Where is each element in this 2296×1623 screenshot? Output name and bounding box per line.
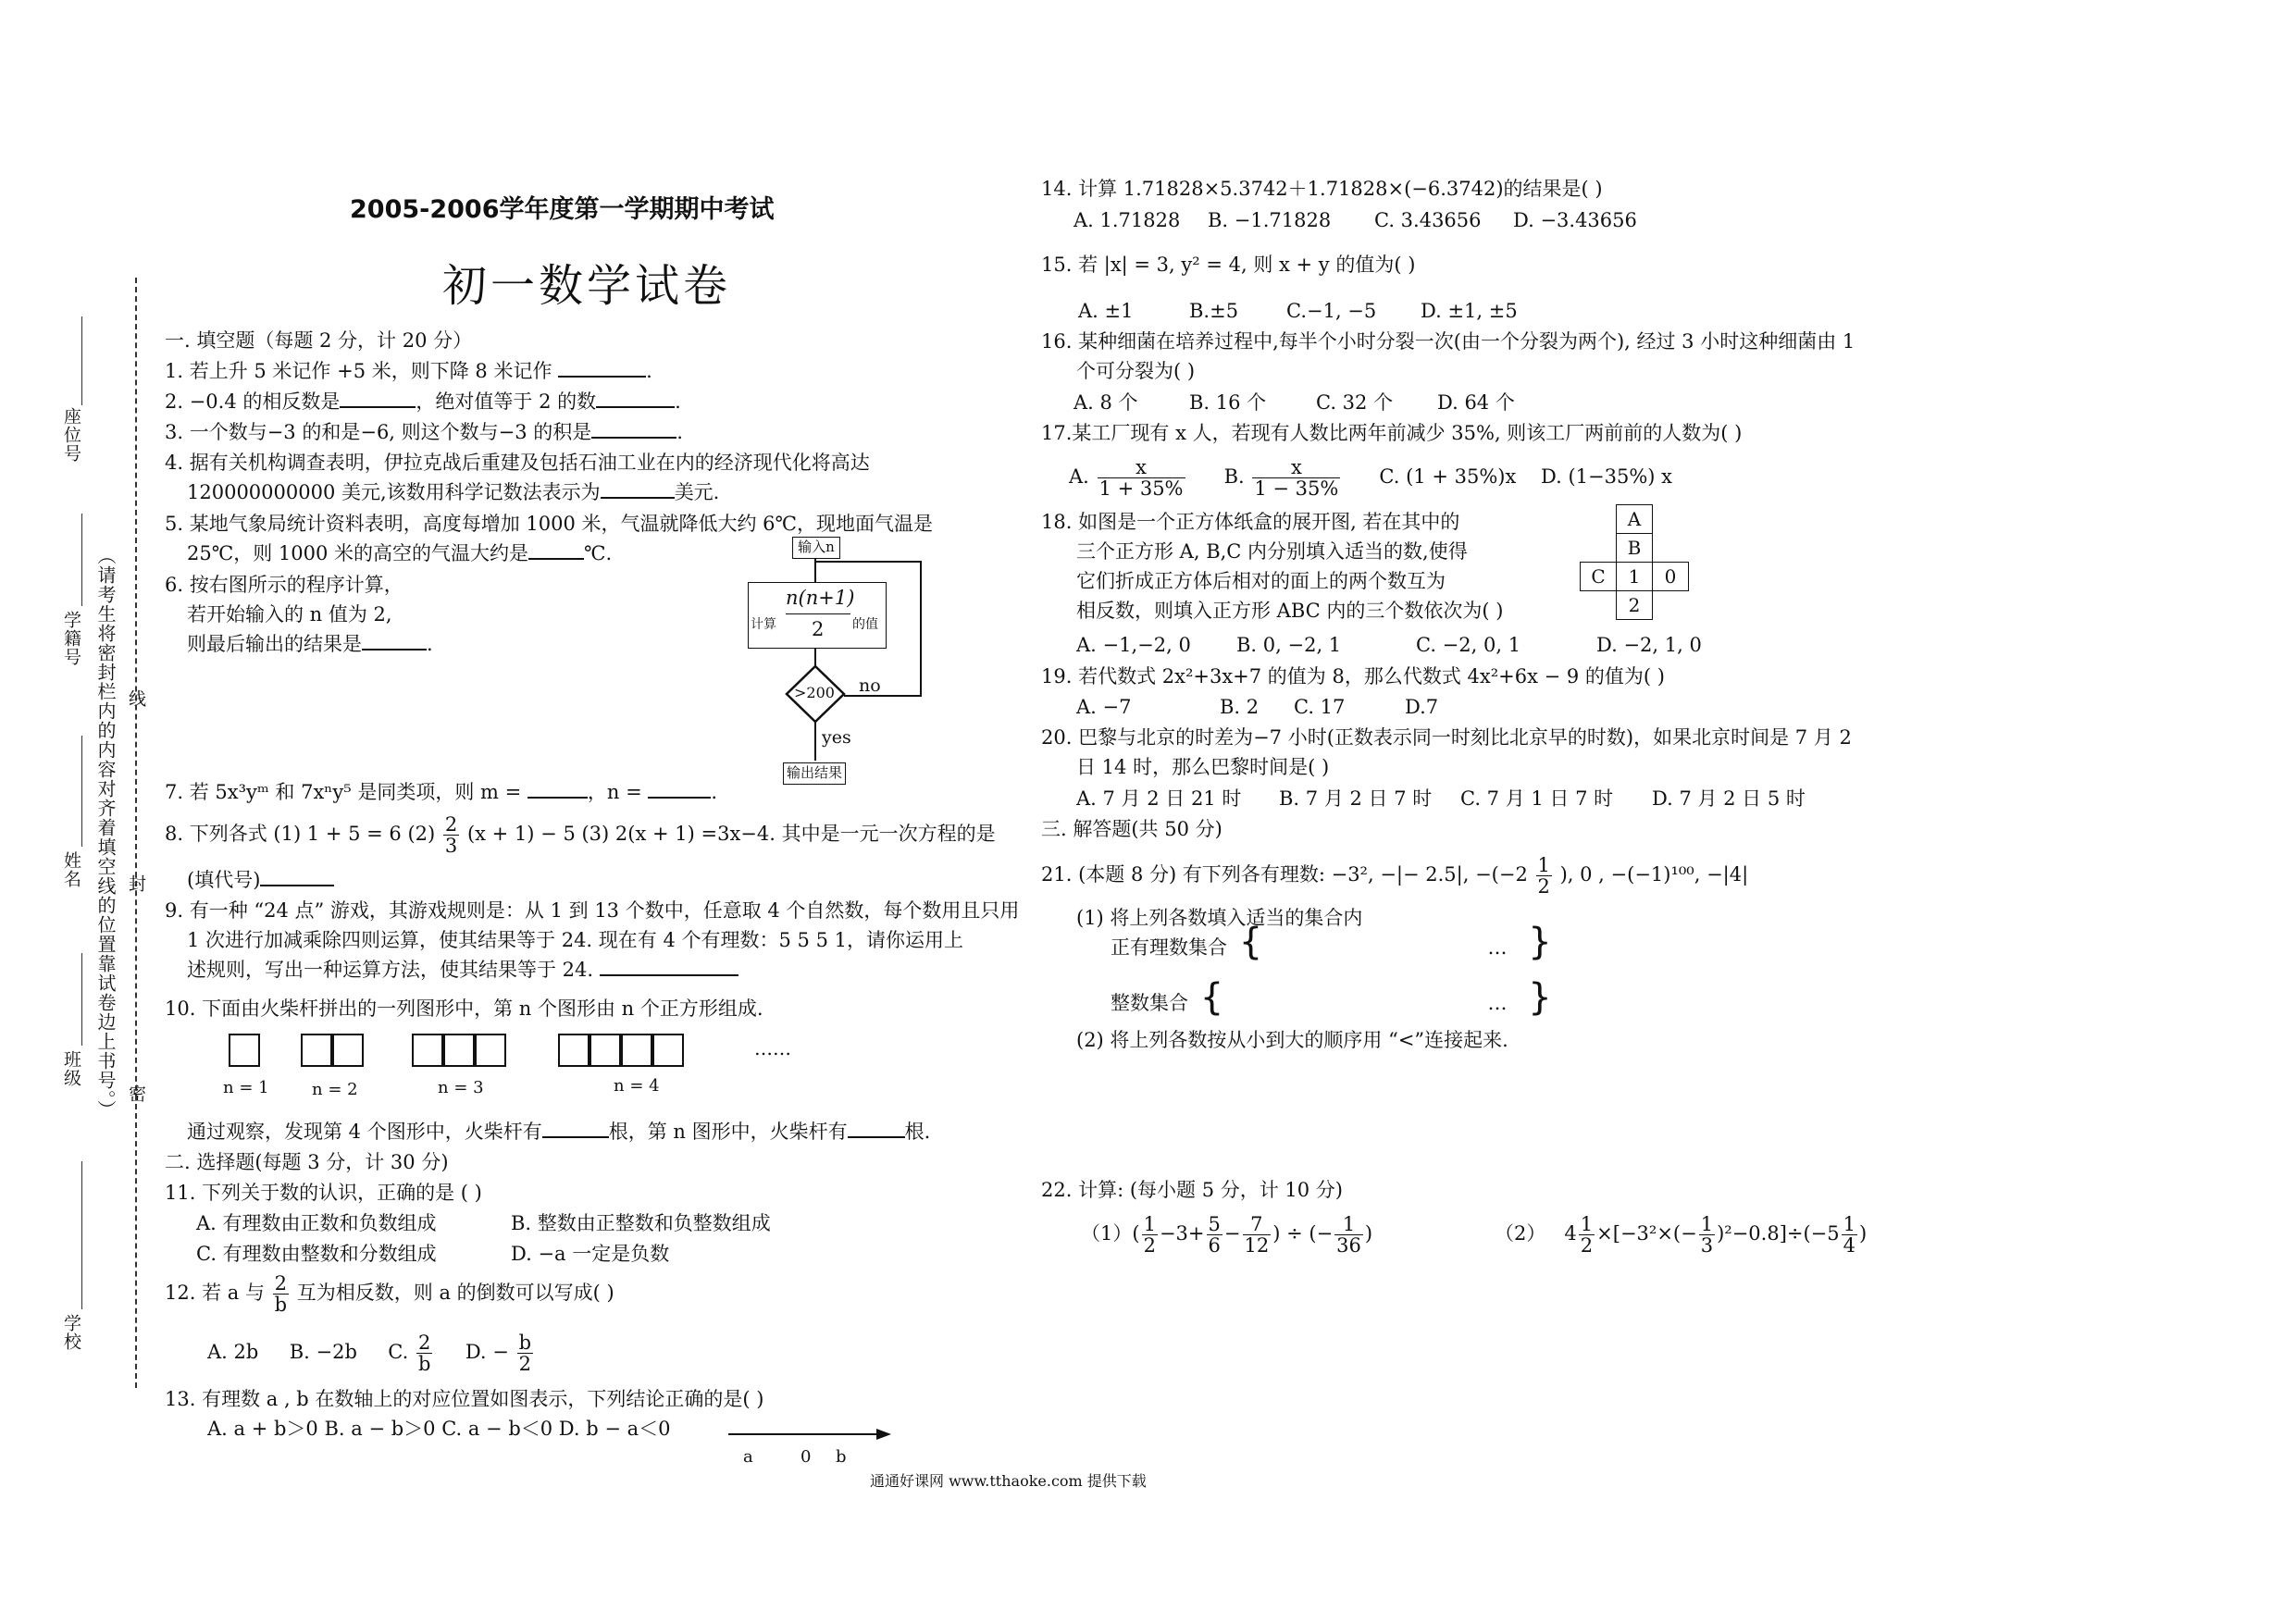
flow-frac-bar (786, 613, 850, 614)
question-2: 2. −0.4 的相反数是 ，绝对值等于 2 的数 . (165, 387, 681, 416)
q8-fraction: $\frac{2}{3}$ (444, 813, 458, 857)
right-brace-icon: } (1528, 976, 1552, 1019)
question-1: 1. 若上升 5 米记作 +5 米，则下降 8 米记作 . (165, 356, 652, 386)
q14-option-b: B. −1.71828 (1208, 209, 1332, 231)
cube-net (1573, 504, 1703, 634)
match-label-3: n = 3 (438, 1078, 484, 1097)
match-square (558, 1034, 590, 1067)
section1-header: 一. 填空题（每题 2 分，计 20 分） (165, 329, 473, 352)
question-9: 9. 有一种 “24 点” 游戏，其游戏规则是：从 1 到 13 个数中，任意取 4 个自然数，每个数用且只用 1 次进行加减乘除四则运算，使其结果等于 24. 现在有 4 个有理数：5 5 5 1，请你运用上 述规则，写出一种运算方法，使其结果等于 24. (165, 899, 1020, 981)
q21-part1: (1) 将上列各数填入适当的集合内 (1076, 907, 1363, 929)
question-16: 16. 某种细菌在培养过程中,每半个小时分裂一次(由一个分裂为两个), 经过 3 小时这种细菌由 1 个可分裂为( ) (1041, 330, 1855, 382)
flow-num: n(n+1) (786, 587, 855, 609)
flow-den: 2 (812, 618, 825, 640)
q21-part2: (2) 将上列各数按从小到大的顺序用 “<”连接起来. (1076, 1029, 1508, 1051)
q16-option-d: D. 64 个 (1437, 391, 1515, 414)
q12d-fraction: $\frac{b}{2}$ (518, 1332, 532, 1375)
match-square (621, 1034, 652, 1067)
q20-option-c: C. 7 月 1 日 7 时 (1460, 787, 1614, 810)
question-3: 3. 一个数与−3 的和是−6, 则这个数与−3 的积是 . (165, 417, 683, 447)
q18-option-c: C. −2, 0, 1 (1416, 634, 1521, 656)
q19-option-b: B. 2 (1220, 696, 1260, 718)
class-label: 班级 (61, 1050, 81, 1087)
answer-blank[interactable] (596, 388, 675, 408)
left-brace-icon: { (1199, 976, 1224, 1019)
q15-option-a: A. ±1 (1078, 300, 1134, 322)
match-square (443, 1034, 475, 1067)
q16-option-b: B. 16 个 (1189, 391, 1267, 414)
flow-calc-label: 计算 (751, 617, 776, 632)
school-line (81, 1161, 82, 1309)
answer-blank[interactable] (601, 478, 675, 499)
q11-option-a: A. 有理数由正数和负数组成 (196, 1212, 437, 1234)
flow-calc-box (748, 582, 887, 649)
matchstick-figures (223, 1034, 800, 1108)
match-square (652, 1034, 684, 1067)
q14-option-d: D. −3.43656 (1513, 209, 1637, 231)
q14-option-a: A. 1.71828 (1074, 209, 1181, 231)
q11-option-b: B. 整数由正整数和负整数组成 (511, 1212, 771, 1234)
answer-blank[interactable] (558, 357, 646, 378)
question-17: 17.某工厂现有 x 人，若现有人数比两年前减少 35%, 则该工厂两前前的人数为( ) (1041, 422, 1743, 444)
number-line (726, 1425, 893, 1471)
match-square (301, 1034, 332, 1067)
section2-header: 二. 选择题(每题 3 分，计 30 分) (165, 1151, 449, 1173)
match-dots: …… (754, 1037, 791, 1059)
exam-subtitle: 初一数学试卷 (442, 260, 732, 312)
q17-options: A. $\frac{x}{1 + 35\%}$ B. $\frac{x}{1 - 35\%}$ C. (1 + 35%)x D. (1−35%) x (1069, 456, 1672, 500)
question-6: 6. 按右图所示的程序计算， 若开始输入的 n 值为 2, 则最后输出的结果是 . (165, 574, 433, 655)
number-line-axis (726, 1425, 893, 1443)
question-14: 14. 计算 1.71828×5.3742＋1.71828×(−6.3742)的结果是( ) (1041, 178, 1603, 200)
answer-blank[interactable] (648, 778, 711, 799)
cube-face-0: 0 (1652, 562, 1689, 591)
match-label-1: n = 1 (223, 1078, 269, 1097)
q19-option-a: A. −7 (1076, 696, 1132, 718)
axis-label-b: b (836, 1447, 847, 1467)
q21-answer-space[interactable] (1076, 1059, 1872, 1161)
frac-5-6: $\frac{5}{6}$ (1208, 1213, 1221, 1257)
footer: 通通好课网 www.tthaoke.com 提供下载 (870, 1472, 1147, 1490)
flow-output-box: 输出结果 (783, 762, 846, 785)
q20-option-a: A. 7 月 2 日 21 时 (1076, 787, 1242, 810)
q17a-fraction: $\frac{x}{1 + 35\%}$ (1098, 456, 1184, 500)
question-22: 22. 计算: (每小题 5 分，计 10 分) (1041, 1179, 1343, 1201)
class-line (81, 953, 82, 1046)
match-square (475, 1034, 506, 1067)
question-19: 19. 若代数式 2x²+3x+7 的值为 8，那么代数式 4x²+6x − 9 的值为( ) (1041, 665, 1665, 688)
q12-options: A. 2b B. −2b C. $\frac{2}{b}$ D. − $\frac{b}{2}$ (207, 1332, 532, 1375)
cube-face-c: C (1580, 562, 1617, 591)
name-line (81, 736, 82, 847)
frac-1-4: $\frac{1}{4}$ (1843, 1213, 1856, 1257)
answer-blank[interactable] (527, 778, 588, 799)
cube-face-b: B (1616, 533, 1653, 563)
answer-blank[interactable] (600, 956, 738, 976)
q19-option-d: D.7 (1405, 696, 1439, 718)
xuejihao-line (81, 514, 82, 606)
frac-1-36: $\frac{1}{36}$ (1336, 1213, 1361, 1257)
answer-blank[interactable] (528, 539, 584, 560)
cube-face-1: 1 (1616, 562, 1653, 591)
match-label-2: n = 2 (312, 1080, 358, 1099)
match-square (590, 1034, 621, 1067)
frac-1-2b: $\frac{1}{2}$ (1580, 1213, 1594, 1257)
q20-option-d: D. 7 月 2 日 5 时 (1652, 787, 1806, 810)
seat-line (81, 316, 82, 405)
set-integer: 整数集合 { … } (1111, 976, 1552, 1019)
q15-option-b: B.±5 (1189, 300, 1239, 322)
q22-part2: （2） 4 $\frac{1}{2}$ ×[−3²×(− $\frac{1}{3}$ )²−0.8]÷(−5 $\frac{1}{4}$ ) (1495, 1213, 1868, 1257)
q11-option-d: D. −a 一定是负数 (511, 1243, 670, 1265)
match-square (229, 1034, 260, 1067)
q18-option-a: A. −1,−2, 0 (1076, 634, 1191, 656)
set-positive-label: 正有理数集合 (1111, 936, 1227, 959)
set-positive-rational: 正有理数集合 { … } (1111, 921, 1552, 963)
q20-option-b: B. 7 月 2 日 7 时 (1279, 787, 1433, 810)
question-12: 12. 若 a 与 $\frac{2}{b}$ 互为相反数，则 a 的倒数可以写成( ) (165, 1272, 614, 1316)
seat-label: 座位号 (61, 407, 81, 463)
question-5: 5. 某地气象局统计资料表明，高度每增加 1000 米，气温就降低大约 6℃，现地面气温是 25℃，则 1000 米的高空的气温大约是 ℃. (165, 513, 934, 564)
q14-option-c: C. 3.43656 (1374, 209, 1482, 231)
answer-blank[interactable] (591, 418, 676, 439)
q12c-fraction: $\frac{2}{b}$ (417, 1332, 431, 1375)
seal-dashed-line (135, 278, 137, 1388)
flow-condition: >200 (794, 684, 835, 701)
question-10-answer: 通过观察，发现第 4 个图形中，火柴杆有 根，第 n 图形中，火柴杆有 根. (187, 1117, 930, 1146)
question-11: 11. 下列关于数的认识，正确的是 ( ) (165, 1182, 482, 1204)
axis-label-zero: 0 (800, 1447, 812, 1467)
q22-answer-space[interactable] (1041, 1277, 1874, 1462)
question-20: 20. 巴黎与北京的时差为−7 小时(正数表示同一时刻比北京早的时数)，如果北京时间是 7 月 2 日 14 时，那么巴黎时间是( ) (1041, 726, 1852, 778)
question-10: 10. 下面由火柴杆拼出的一列图形中，第 n 个图形由 n 个正方形组成. (165, 997, 763, 1020)
question-18: 18. 如图是一个正方体纸盒的展开图, 若在其中的 三个正方形 A, B,C 内分别填入适当的数,使得 它们折成正方体后相对的面上的两个数互为 相反数，则填入正方形 ABC 内的三个数依次为( ) (1041, 511, 1504, 622)
q16-option-c: C. 32 个 (1316, 391, 1394, 414)
flow-no: no (859, 675, 881, 696)
frac-7-12: $\frac{7}{12}$ (1244, 1213, 1270, 1257)
set-integer-label: 整数集合 (1111, 992, 1188, 1014)
frac-1-2: $\frac{1}{2}$ (1143, 1213, 1156, 1257)
q18-option-d: D. −2, 1, 0 (1596, 634, 1702, 656)
cube-face-a: A (1616, 504, 1653, 534)
flowchart-lines (740, 529, 935, 788)
flowchart (740, 529, 935, 788)
answer-blank[interactable] (362, 630, 427, 650)
answer-blank[interactable] (260, 866, 334, 886)
question-4: 4. 据有关机构调查表明，伊拉克战后重建及包括石油工业在内的经济现代化将高达 120000000000 美元,该数用科学记数法表示为 美元. (165, 452, 870, 503)
name-label: 姓名 (61, 851, 81, 888)
school-label: 学校 (61, 1314, 81, 1351)
seal-xian: 线 (126, 689, 146, 708)
flow-yes: yes (822, 727, 851, 748)
q11-option-c: C. 有理数由整数和分数组成 (196, 1243, 437, 1265)
question-8: 8. 下列各式 (1) 1 + 5 = 6 (2) $\frac{2}{3}$ (x + 1) − 5 (3) 2(x + 1) =3x−4. 其中是一元一次方程的是 (165, 813, 996, 857)
seal-notice: （请考生将密封栏内的内容对齐着填空线的位置靠试卷边上书号。） (94, 546, 117, 1120)
question-13: 13. 有理数 a , b 在数轴上的对应位置如图表示，下列结论正确的是( ) (165, 1388, 764, 1410)
flow-val-label: 的值 (852, 617, 878, 632)
q15-option-d: D. ±1, ±5 (1421, 300, 1518, 322)
match-square (412, 1034, 443, 1067)
q15-option-c: C.−1, −5 (1286, 300, 1377, 322)
frac-1-3: $\frac{1}{3}$ (1700, 1213, 1714, 1257)
q12-fraction: $\frac{2}{b}$ (274, 1272, 288, 1316)
question-15: 15. 若 |x| = 3, y² = 4, 则 x + y 的值为( ) (1041, 254, 1416, 276)
cube-face-2: 2 (1616, 590, 1653, 620)
q16-option-a: A. 8 个 (1074, 391, 1138, 414)
question-21: 21. (本题 8 分) 有下列各有理数: −3², −|− 2.5|, −(−2 $\frac{1}{2}$ ), 0 , −(−1)¹⁰⁰, −|4| (1041, 854, 1749, 898)
q21-fraction: $\frac{1}{2}$ (1537, 854, 1550, 898)
flow-input-box: 输入n (792, 537, 840, 559)
match-square (332, 1034, 364, 1067)
question-7: 7. 若 5x³yᵐ 和 7xⁿy⁵ 是同类项，则 m = ，n = . (165, 777, 717, 807)
right-brace-icon: } (1528, 921, 1552, 963)
question-8-tail: (填代号) (187, 865, 334, 895)
match-label-4: n = 4 (614, 1076, 660, 1096)
q13-options: A. a + b＞0 B. a − b＞0 C. a − b＜0 D. b − a＜0 (207, 1418, 671, 1440)
left-brace-icon: { (1238, 921, 1263, 963)
seal-mi: 密 (126, 1084, 146, 1103)
q19-option-c: C. 17 (1294, 696, 1346, 718)
q22-part1: （1）( $\frac{1}{2}$ −3+ $\frac{5}{6}$ − $\frac{7}{12}$ ) ÷ (− $\frac{1}{36}$ ) (1081, 1213, 1373, 1257)
q18-option-b: B. 0, −2, 1 (1236, 634, 1342, 656)
seal-feng: 封 (126, 874, 146, 893)
answer-blank[interactable] (340, 388, 416, 408)
axis-label-a: a (743, 1447, 753, 1467)
answer-blank[interactable] (848, 1118, 905, 1138)
q17b-fraction: $\frac{x}{1 - 35\%}$ (1254, 456, 1339, 500)
xuejihao-label: 学籍号 (61, 611, 81, 666)
exam-title: 2005-2006学年度第一学期期中考试 (350, 195, 775, 224)
answer-blank[interactable] (542, 1118, 609, 1138)
section3-header: 三. 解答题(共 50 分) (1041, 818, 1222, 840)
